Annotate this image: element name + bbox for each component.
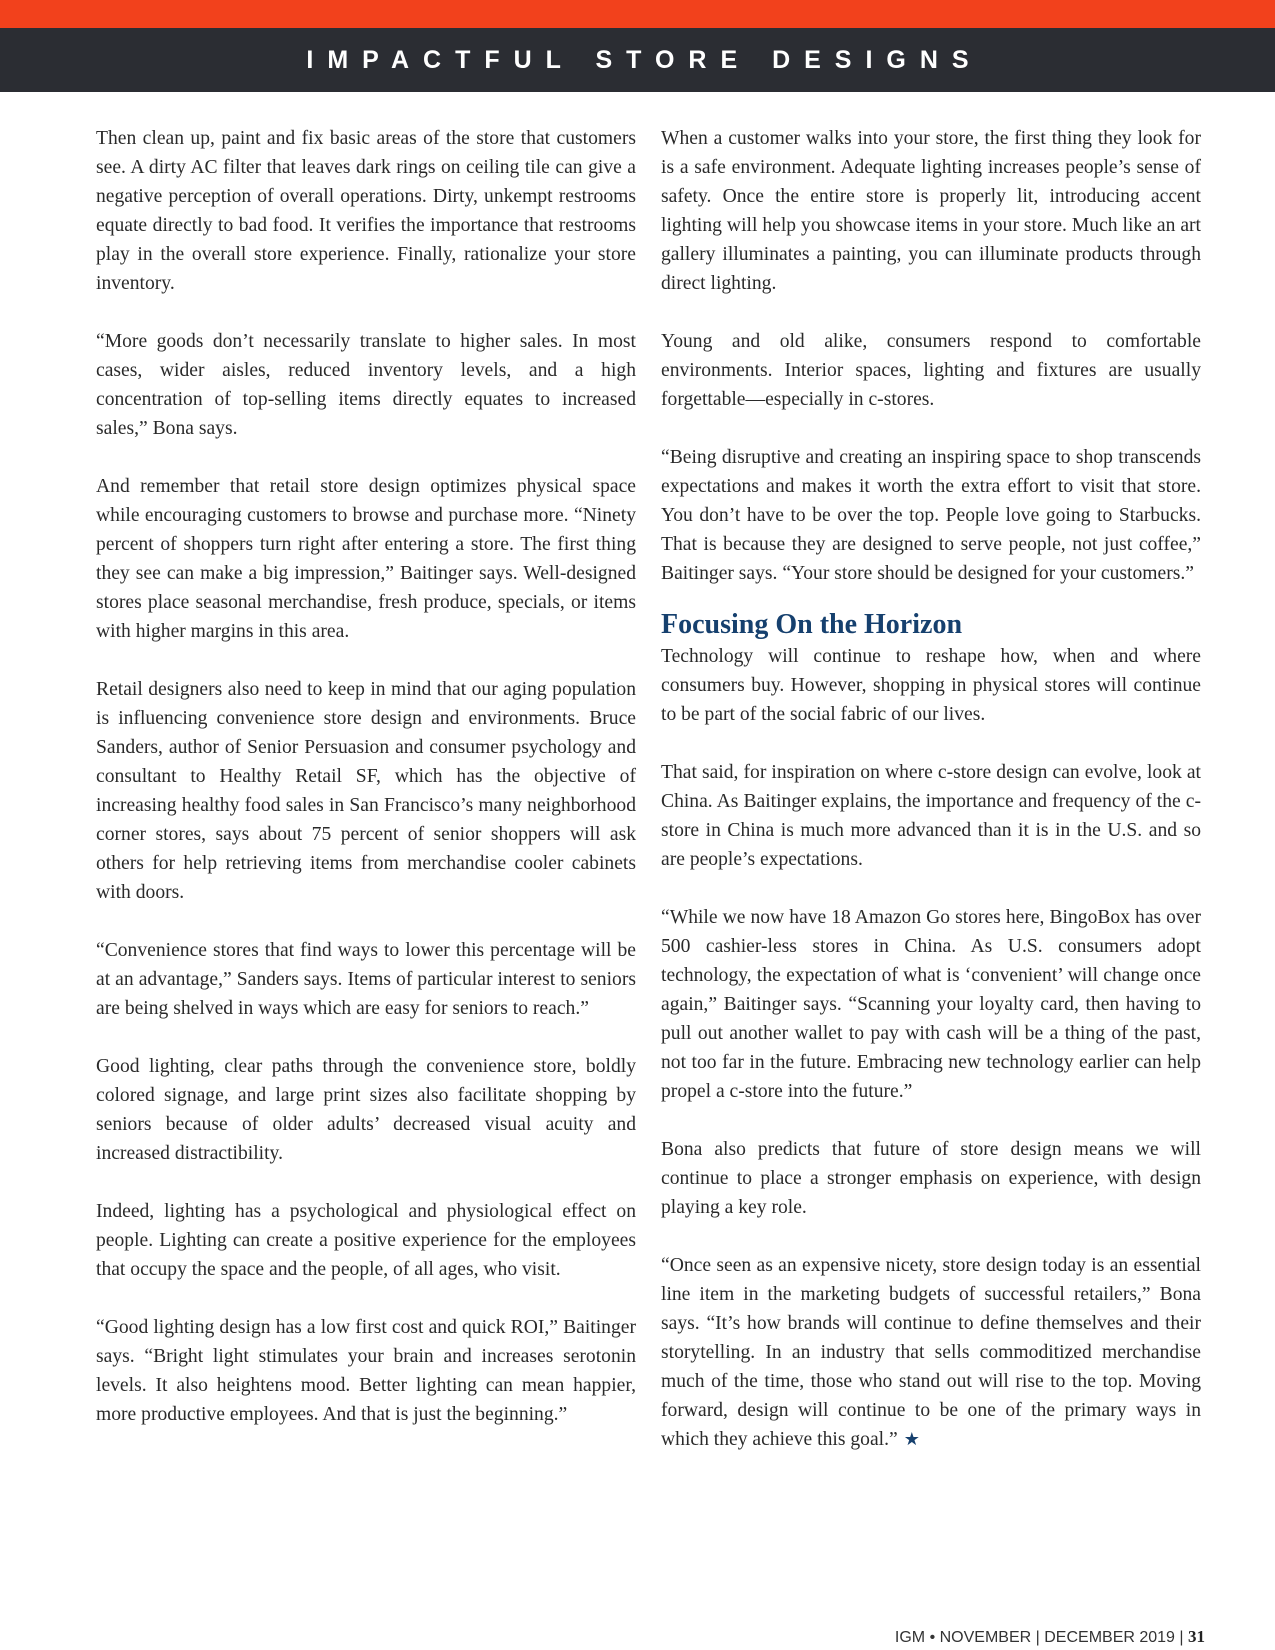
star-icon: ★ [903, 1429, 920, 1450]
footer-publication: IGM • NOVEMBER | DECEMBER 2019 | [894, 1629, 1188, 1646]
section-header-bar [0, 28, 1275, 92]
paragraph: Bona also predicts that future of store design means we will continue to place a stronger emphasis on experience, with design playing a key role. [661, 1139, 1201, 1218]
paragraph: Good lighting, clear paths through the convenience store, boldly colored signage, and large print sizes also facilitate shopping by seniors because of older adults’ decreased visual acuity and increased distractibility. [96, 1056, 636, 1164]
paragraph: Then clean up, paint and fix basic areas of the store that customers see. A dirty AC filter that leaves dark rings on ceiling tile can give a negative perception of overall operations. Dirty, unkempt restrooms equate directly to bad food. It verifies the importance that restrooms play in the overall store experience. Finally, rationalize your store inventory. [96, 128, 636, 294]
paragraph: “While we now have 18 Amazon Go stores here, BingoBox has over 500 cashier-less stores in China. As U.S. consumers adopt technology, the expectation of what is ‘convenient’ will change once again,” Baitinger says. “Scanning your loyalty card, then having to pull out another wallet to pay with cash will be a thing of the past, not too far in the future. Embracing new technology earlier can help propel a c-store into the future.” [661, 907, 1201, 1102]
final-paragraph [661, 1251, 1201, 1454]
paragraph: “Convenience stores that find ways to lower this percentage will be at an advantage,” Sanders says. Items of particular interest to seniors are being shelved in ways which are easy for seniors to reach.” [96, 940, 636, 1019]
paragraph: Young and old alike, consumers respond to comfortable environments. Interior spaces, lighting and fixtures are usually forgettable—especially in c-stores. [661, 331, 1201, 410]
right-column [661, 124, 1201, 1483]
paragraph: “More goods don’t necessarily translate to higher sales. In most cases, wider aisles, reduced inventory levels, and a high concentration of top-selling items directly equates to increased sales,” Bona says. [96, 331, 636, 439]
paragraph: That said, for inspiration on where c-store design can evolve, look at China. As Baitinger explains, the importance and frequency of the c-store in China is much more advanced than it is in the U.S. and so are people’s expectations. [661, 762, 1201, 870]
paragraph-text: “Once seen as an expensive nicety, store design today is an essential line item in the marketing budgets of successful retailers,” Bona says. “It’s how brands will continue to define themselves and their storytelling. In an industry that sells commoditized merchandise much of the time, those who stand out will rise to the top. Moving forward, design will continue to be one of the primary ways in which they achieve this goal.” [661, 1255, 1201, 1450]
paragraph: Retail designers also need to keep in mind that our aging population is influencing convenience store design and environments. Bruce Sanders, author of Senior Persuasion and consumer psychology and consultant to Healthy Retail SF, which has the objective of increasing healthy food sales in San Francisco’s many neighborhood corner stores, says about 75 percent of senior shoppers will ask others for help retrieving items from merchandise cooler cabinets with doors. [96, 679, 636, 903]
paragraph: Indeed, lighting has a psychological and physiological effect on people. Lighting can create a positive experience for the employees that occupy the space and the people, of all ages, who visit. [96, 1201, 636, 1280]
paragraph: “Good lighting design has a low first cost and quick ROI,” Baitinger says. “Bright light stimulates your brain and increases serotonin levels. It also heightens mood. Better lighting can mean happier, more productive employees. And that is just the beginning.” [96, 1317, 636, 1425]
paragraph: When a customer walks into your store, the first thing they look for is a safe environment. Adequate lighting increases people’s sense of safety. Once the entire store is properly lit, introducing accent lighting will help you showcase items in your store. Much like an art gallery illuminates a painting, you can illuminate products through direct lighting. [661, 128, 1201, 294]
paragraph: And remember that retail store design optimizes physical space while encouraging customers to browse and purchase more. “Ninety percent of shoppers turn right after entering a store. The first thing they see can make a big impression,” Baitinger says. Well-designed stores place seasonal merchandise, fresh produce, specials, or items with higher margins in this area. [96, 476, 636, 642]
left-column [96, 124, 636, 1458]
accent-stripe [0, 0, 1275, 28]
paragraph: Technology will continue to reshape how, when and where consumers buy. However, shopping in physical stores will continue to be part of the social fabric of our lives. [661, 646, 1201, 725]
paragraph: “Being disruptive and creating an inspiring space to shop transcends expectations and makes it worth the extra effort to visit that store. You don’t have to be over the top. People love going to Starbucks. That is because they are designed to serve people, not just coffee,” Baitinger says. “Your store should be designed for your customers.” [661, 447, 1201, 584]
page-footer [895, 1627, 1205, 1647]
section-title: IMPACTFUL STORE DESIGNS [306, 45, 983, 74]
section-subheading: Focusing On the Horizon [661, 609, 963, 640]
page-number: 31 [1188, 1627, 1205, 1646]
